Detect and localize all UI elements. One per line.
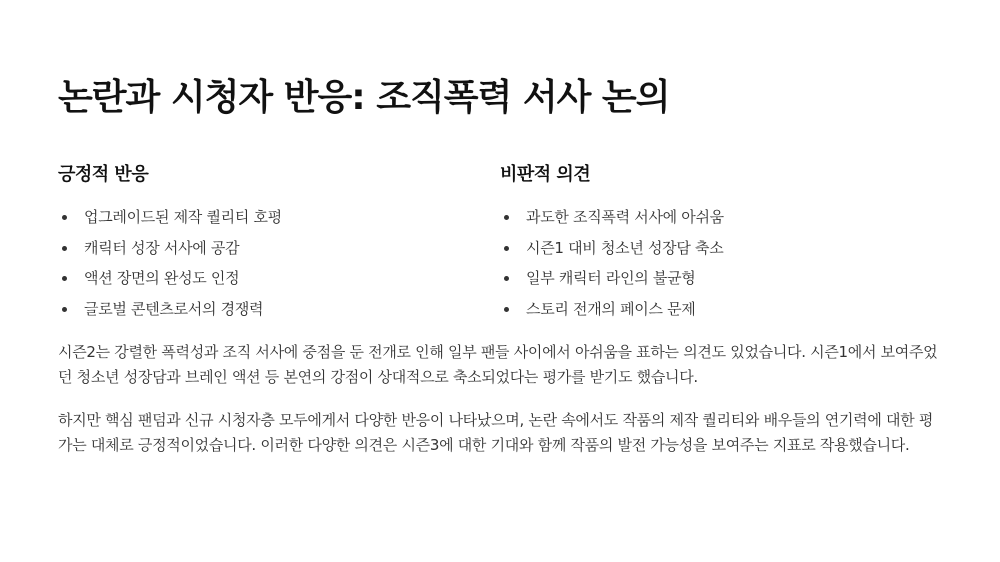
bullet-icon xyxy=(504,276,509,281)
list-item xyxy=(58,233,500,264)
bullet-icon xyxy=(504,307,509,312)
positive-heading: 긍정적 반응 xyxy=(58,164,149,185)
positive-column xyxy=(58,162,500,324)
list-item-text: 과도한 조직폭력 서사에 아쉬움 xyxy=(526,208,724,226)
list-item xyxy=(58,263,500,294)
list-item xyxy=(500,294,942,325)
list-item-text: 액션 장면의 완성도 인정 xyxy=(84,269,240,287)
critical-column xyxy=(500,162,942,324)
list-item xyxy=(500,263,942,294)
critical-list xyxy=(500,202,942,324)
list-item xyxy=(58,202,500,233)
list-item-text: 시즌1 대비 청소년 성장담 축소 xyxy=(526,238,724,257)
body-paragraph-summary: 하지만 핵심 팬덤과 신규 시청자층 모두에게서 다양한 반응이 나타났으며, 논란 속에서도 작품의 제작 퀄리티와 배우들의 연기력에 대한 평가는 대체로 긍정적이었습니다. 이러한 다양한 의견은 시즌3에 대한 기대와 함께 작품의 발전 가능성을 보여주는 지표로 작용했습니다. xyxy=(58,411,934,454)
slide-title: 논란과 시청자 반응: 조직폭력 서사 논의 xyxy=(58,77,670,118)
positive-list xyxy=(58,202,500,324)
bullet-icon xyxy=(62,246,67,251)
bullet-icon xyxy=(62,215,67,220)
critical-heading: 비판적 의견 xyxy=(500,164,591,185)
two-column-section xyxy=(58,162,942,324)
bullet-icon xyxy=(504,215,509,220)
bullet-icon xyxy=(62,276,67,281)
list-item-text: 업그레이드된 제작 퀄리티 호평 xyxy=(84,208,282,226)
list-item xyxy=(500,202,942,233)
list-item xyxy=(500,233,942,264)
list-item-text: 일부 캐릭터 라인의 불균형 xyxy=(526,269,696,287)
body-paragraph-criticism: 시즌2는 강렬한 폭력성과 조직 서사에 중점을 둔 전개로 인해 일부 팬들 사이에서 아쉬움을 표하는 의견도 있었습니다. 시즌1에서 보여주었던 청소년 성장담과 브레인 액션 등 본연의 강점이 상대적으로 축소되었다는 평가를 받기도 했습니다. xyxy=(58,343,938,386)
list-item xyxy=(58,294,500,325)
list-item-text: 캐릭터 성장 서사에 공감 xyxy=(84,238,240,257)
bullet-icon xyxy=(62,307,67,312)
list-item-text: 글로벌 콘텐츠로서의 경쟁력 xyxy=(84,299,264,318)
bullet-icon xyxy=(504,246,509,251)
list-item-text: 스토리 전개의 페이스 문제 xyxy=(526,299,696,318)
